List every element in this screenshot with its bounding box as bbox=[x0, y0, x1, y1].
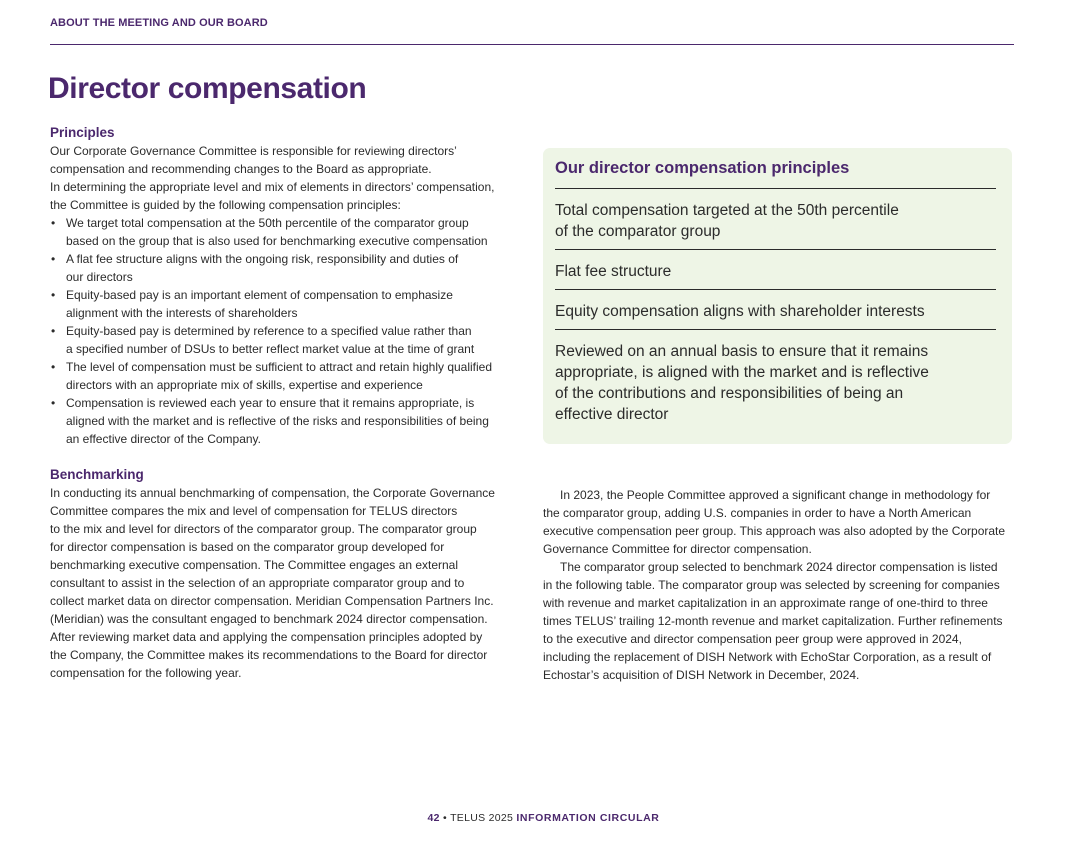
principles-callout-box bbox=[543, 148, 1012, 444]
principles-section bbox=[50, 124, 510, 448]
page-title: Director compensation bbox=[48, 72, 367, 105]
list-item: • A flat fee structure aligns with the ongoing risk, responsibility and duties of our directors bbox=[51, 252, 459, 284]
benchmarking-paragraph: In conducting its annual benchmarking of compensation, the Corporate Governance Committee compares the mix and level of compensation for TELUS directors to the mix and level for directors of the comparator group. The comparator group for director compensation is based on the comparator group developed for benchmarking executive compensation. The Committee engages an external consultant to assist in the selection of an appropriate comparator group and to collect market data on director compensation. Meridian Compensation Partners Inc. (Meridian) was the consultant engaged to benchmark 2024 director compensation. After reviewing market data and applying the compensation principles adopted by the Company, the Committee makes its recommendations to the Board for director compensation for the following year. bbox=[50, 486, 495, 680]
footer-doc-title: INFORMATION CIRCULAR bbox=[516, 812, 660, 824]
callout-item: Total compensation targeted at the 50th percentile of the comparator group bbox=[555, 189, 996, 250]
benchmarking-section bbox=[50, 466, 508, 682]
principles-intro: Our Corporate Governance Committee is responsible for reviewing directors’ compensation and recommending changes to the Board as appropriate. In determining the appropriate level and mix of elements in directors’ compensation, the Committee is guided by the following compensation principles: bbox=[50, 144, 495, 212]
list-item: • We target total compensation at the 50th percentile of the comparator group based on the group that is also used for benchmarking executive compensation bbox=[51, 216, 488, 248]
section-header-label: ABOUT THE MEETING AND OUR BOARD bbox=[50, 17, 268, 29]
comparator-paragraph-2: The comparator group selected to benchmark 2024 director compensation is listed in the following table. The comparator group was selected by screening for companies with revenue and market capitalization in an approximate range of one-third to three times TELUS’ trailing 12-month revenue and market capitalization. Further refinements to the executive and director compensation peer group were approved in 2024, including the replacement of DISH Network with EchoStar Corporation, as a result of Echostar’s acquisition of DISH Network in December, 2024. bbox=[543, 560, 1003, 682]
list-item: • Compensation is reviewed each year to ensure that it remains appropriate, is aligned with the market and is reflective of the risks and responsibilities of being an effective director of the Company. bbox=[51, 396, 489, 446]
header-divider bbox=[50, 44, 1014, 45]
bullet-icon: • bbox=[51, 252, 56, 266]
comparator-group-text bbox=[543, 486, 1013, 684]
bullet-icon: • bbox=[51, 360, 56, 374]
bullet-icon: • bbox=[51, 288, 56, 302]
list-item: • Equity-based pay is an important element of compensation to emphasize alignment with the interests of shareholders bbox=[51, 288, 453, 320]
benchmarking-heading: Benchmarking bbox=[50, 467, 144, 482]
page-number: 42 bbox=[427, 812, 440, 824]
list-item: • The level of compensation must be sufficient to attract and retain highly qualified directors with an appropriate mix of skills, expertise and experience bbox=[51, 360, 493, 392]
footer-company-year: TELUS 2025 bbox=[450, 812, 514, 824]
page-footer bbox=[0, 812, 1087, 824]
footer-separator: • bbox=[443, 812, 448, 824]
callout-title: Our director compensation principles bbox=[555, 158, 996, 189]
comparator-paragraph-1: In 2023, the People Committee approved a significant change in methodology for the comparator group, adding U.S. companies in order to have a North American executive compensation peer group. This approach was also adopted by the Corporate Governance Committee for director compensation. bbox=[543, 488, 1006, 556]
list-item: • Equity-based pay is determined by reference to a specified value rather than a specified number of DSUs to better reflect market value at the time of grant bbox=[51, 324, 475, 356]
principles-list bbox=[50, 214, 510, 448]
bullet-icon: • bbox=[51, 396, 56, 410]
principles-heading: Principles bbox=[50, 125, 115, 140]
callout-item: Equity compensation aligns with shareholder interests bbox=[555, 290, 996, 330]
callout-item: Reviewed on an annual basis to ensure that it remains appropriate, is aligned with the market and is reflective of the contributions and responsibilities of being an effective director bbox=[555, 343, 929, 423]
bullet-icon: • bbox=[51, 216, 56, 230]
callout-item: Flat fee structure bbox=[555, 250, 996, 290]
bullet-icon: • bbox=[51, 324, 56, 338]
